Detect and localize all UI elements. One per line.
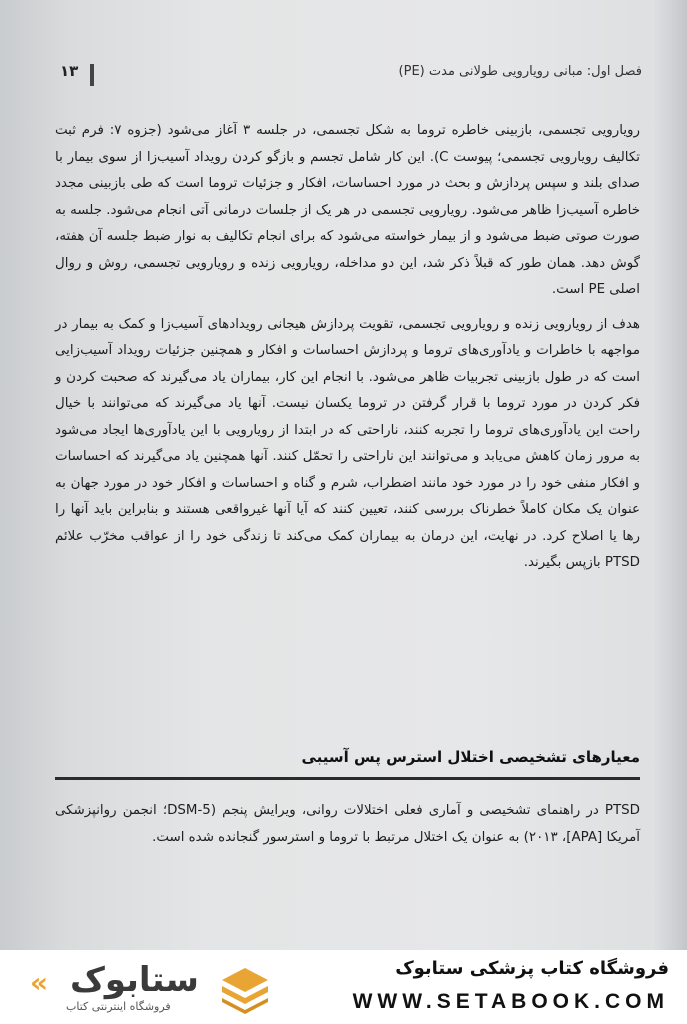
shop-name: فروشگاه کتاب پزشکی ستابوک — [395, 958, 669, 979]
body-text — [55, 118, 640, 585]
page-number: ۱۳ — [60, 62, 79, 80]
section-text — [55, 797, 640, 851]
watermark-footer — [0, 950, 687, 1024]
shop-url: WWW.SETABOOK.COM — [352, 990, 669, 1013]
chapter-title: فصل اول: مبانی رویارویی طولانی مدت (PE) — [398, 64, 642, 79]
chevrons-icon: « — [30, 966, 49, 999]
section-heading: معیارهای تشخیصی اختلال استرس پس آسیبی — [301, 748, 640, 766]
setabook-logo — [30, 960, 280, 1018]
page-edge — [651, 0, 687, 950]
header-divider — [90, 64, 94, 86]
paragraph: هدف از رویارویی زنده و رویارویی تجسمی، تقویت پردازش هیجانی رویدادهای آسیب‌زا و کمک به بیمار در مواجهه با خاطرات و یادآوری‌های تروما و پردازش احساسات و افکار و همچنین جزئیات رویداد آسیب‌زایی است که در طول بازبینی تجربیات ظاهر می‌شود. با انجام این کار، بیماران یاد می‌گیرند که صحبت کردن و فکر کردن در مورد تروما با قرار گرفتن در تروما یکسان نیست. آنها یاد می‌گیرند که می‌توانند با خیال راحت این یادآوری‌های تروما را تجربه کنند، ناراحتی که در ابتدا از رویارویی با این یادآوری‌ها ایجاد می‌شود به مرور زمان کاهش می‌یابد و می‌توانند این ناراحتی را تحمّل کنند. آنها همچنین یاد می‌گیرند که احساسات و افکار منفی خود را در مورد خود مانند اضطراب، شرم و گناه و احساسات و افکار خود در مورد جهان به عنوان یک مکان کاملاً خطرناک بررسی کنند، تعیین کنند که آیا آنها غیرواقعی هستند و بنابراین باید آنها را رها یا اصلاح کرد. در نهایت، این درمان به بیماران کمک می‌کند تا زندگی خود را از عواقب مخرّب علائم PTSD بازپس بگیرند. — [55, 316, 640, 570]
book-stack-icon — [220, 966, 270, 1014]
paragraph: رویارویی تجسمی، بازبینی خاطره تروما به شکل تجسمی، در جلسه ۳ آغاز می‌شود (جزوه ۷: فرم ثبت تکالیف رویارویی تجسمی؛ پیوست C). این کار شامل تجسم و بازگو کردن رویداد آسیب‌زا از سوی بیمار با صدای بلند و سپس پردازش و بحث در مورد احساسات، افکار و جزئیات تروما است که طی بازبینی مجدد خاطره آسیب‌زا ظاهر می‌شود. رویارویی تجسمی در هر یک از جلسات درمانی آتی انجام می‌شود. جلسه به صورت صوتی ضبط می‌شود و از بیمار خواسته می‌شود که برای انجام تکالیف به نوار ضبط جلسه آن هفته، گوش دهد. همان طور که قبلاً ذکر شد، این دو مداخله، رویارویی زنده و رویارویی تجسمی، روش و روال اصلی PE است. — [55, 123, 640, 297]
logo-wordmark: ستابوک — [70, 960, 199, 1000]
logo-tagline: فروشگاه اینترنتی کتاب — [66, 1000, 171, 1013]
section-header — [55, 742, 640, 780]
running-header — [60, 62, 642, 88]
paragraph: PTSD در راهنمای تشخیصی و آماری فعلی اختلالات روانی، ویرایش پنجم (DSM-5؛ انجمن روانپزشکی آمریکا [APA]، ۲۰۱۳) به عنوان یک اختلال مرتبط با تروما و استرسور گنجانده شده است. — [55, 803, 640, 845]
section-divider — [55, 777, 640, 780]
